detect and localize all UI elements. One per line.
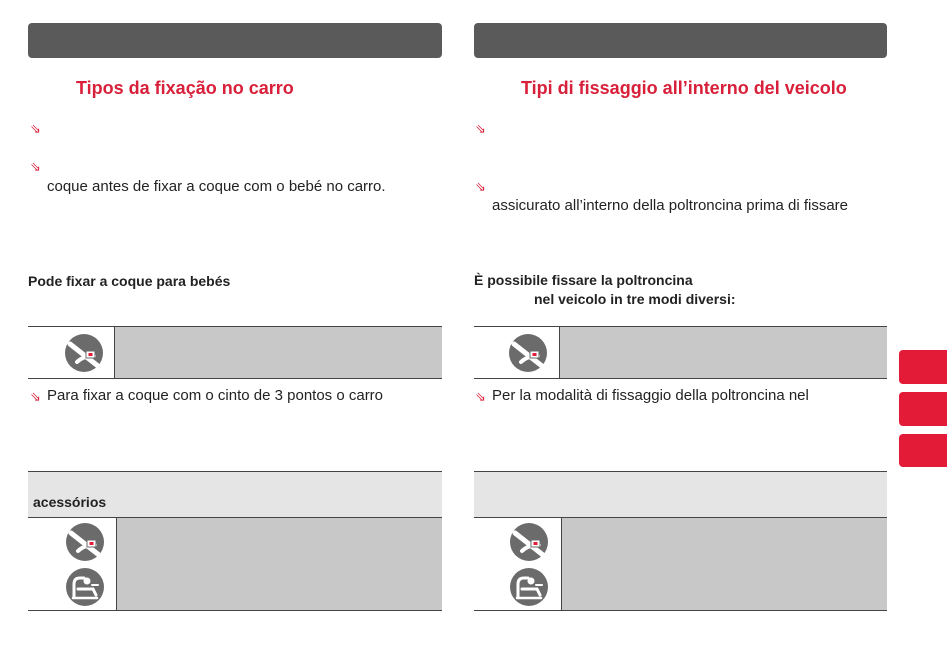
isofix-seat-icon	[65, 567, 105, 607]
belt-icon	[508, 333, 548, 373]
left-belt-row-cell	[114, 327, 442, 378]
language-tab[interactable]	[899, 434, 947, 467]
left-isofix-row-cell	[116, 518, 442, 610]
right-header-bar	[474, 23, 887, 58]
left-bullet-arrow-icon: ⇘	[30, 121, 41, 136]
right-belt-row-cell	[559, 327, 887, 378]
left-note-3: Para fixar a coque com o cinto de 3 pontos o carro	[47, 387, 384, 404]
right-isofix-row-cell	[561, 518, 887, 610]
right-note-2-continuation: assicurato all’interno della poltroncina prima di fissare	[492, 197, 849, 214]
left-page-title: Tipos da fixação no carro	[76, 78, 294, 98]
right-page-title: Tipi di fissaggio all’interno del veicolo	[521, 78, 847, 98]
belt-icon	[509, 522, 549, 562]
language-tab[interactable]	[899, 350, 947, 384]
right-bullet-arrow-icon: ⇘	[475, 121, 486, 136]
belt-icon	[64, 333, 104, 373]
right-belt-row	[474, 326, 887, 379]
left-bullet-arrow-icon: ⇘	[30, 159, 41, 174]
right-subheading-line-1: È possibile fissare la poltroncina	[474, 272, 693, 288]
right-bullet-arrow-icon: ⇘	[475, 389, 486, 404]
left-belt-row	[28, 326, 442, 379]
left-bullet-arrow-icon: ⇘	[30, 389, 41, 404]
left-note-2-continuation: coque antes de fixar a coque com o bebé no carro.	[47, 178, 386, 195]
right-accessories-band	[474, 471, 887, 518]
left-header-bar	[28, 23, 442, 58]
right-note-3: Per la modalità di fissaggio della poltroncina nel	[492, 387, 809, 404]
isofix-seat-icon	[509, 567, 549, 607]
left-subheading: Pode fixar a coque para bebés	[28, 273, 231, 289]
right-subheading-line-2: nel veicolo in tre modi diversi:	[534, 291, 736, 307]
belt-icon	[65, 522, 105, 562]
right-isofix-row	[474, 517, 887, 611]
language-tab[interactable]	[899, 392, 947, 426]
left-accessories-label: acessórios	[33, 494, 107, 510]
left-isofix-row	[28, 517, 442, 611]
right-bullet-arrow-icon: ⇘	[475, 179, 486, 194]
